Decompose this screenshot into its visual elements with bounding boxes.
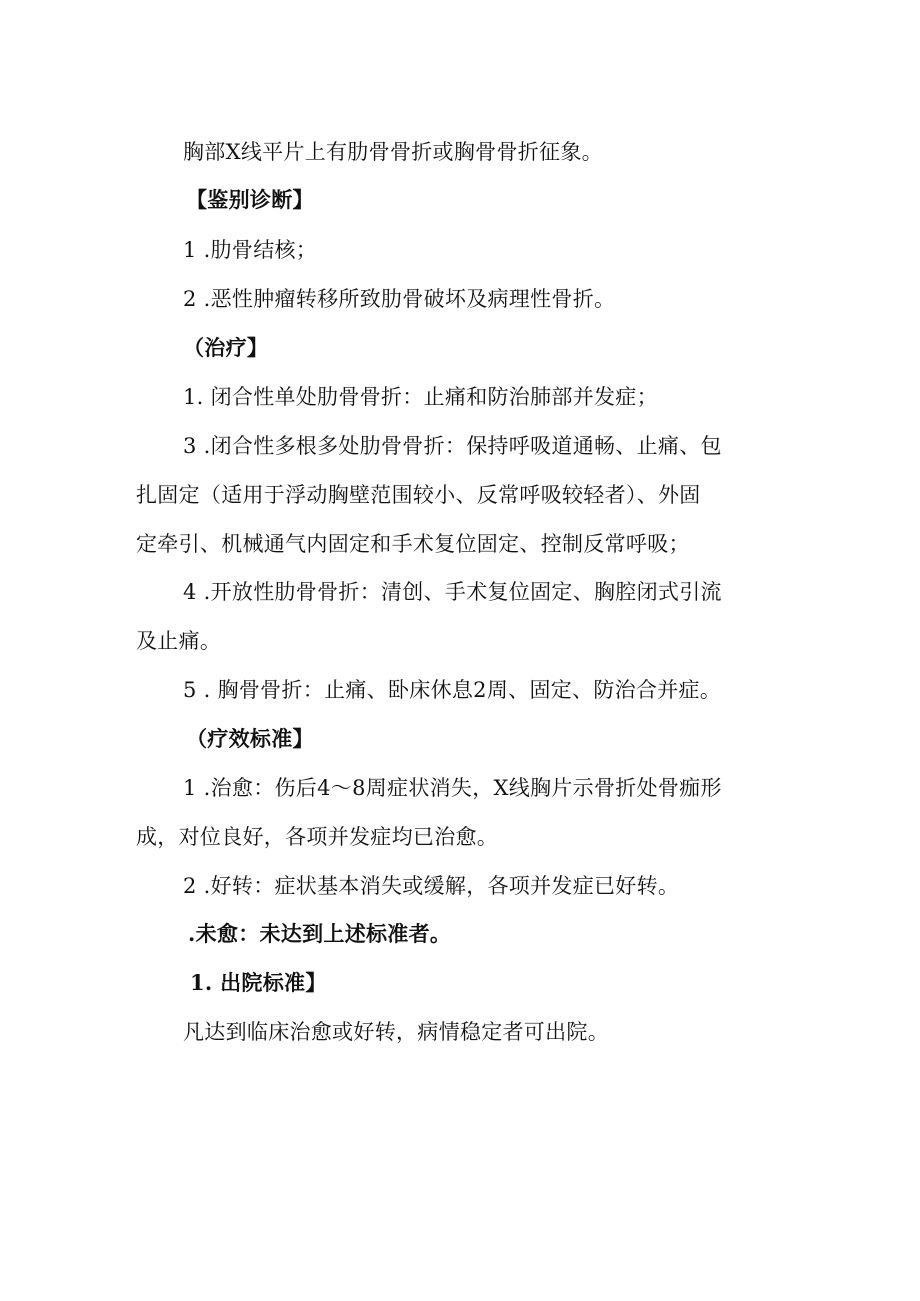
list-item-treatment-5: 5 . 胸骨骨折：止痛、卧床休息2周、固定、防治合并症。 <box>183 678 722 702</box>
list-item-efficacy-1-cont: 成，对位良好，各项并发症均已治愈。 <box>136 825 499 849</box>
heading-efficacy-criteria: （疗效标准】 <box>186 726 314 751</box>
list-item-treatment-3: 3 .闭合性多根多处肋骨骨折：保持呼吸道通畅、止痛、包 <box>183 434 722 458</box>
heading-discharge-criteria: 1. 出院标准】 <box>190 970 327 995</box>
list-item-efficacy-3: .未愈：未达到上述标准者。 <box>188 921 452 946</box>
heading-differential-diagnosis: 【鉴别诊断】 <box>186 187 314 212</box>
list-item-efficacy-2: 2 .好转：症状基本消失或缓解，各项并发症已好转。 <box>183 874 680 898</box>
heading-treatment: （治疗】 <box>183 335 269 360</box>
list-item-treatment-4: 4 .开放性肋骨骨折：清创、手术复位固定、胸腔闭式引流 <box>183 580 722 604</box>
list-item-treatment-3-cont-1: 扎固定（适用于浮动胸壁范围较小、反常呼吸较轻者）、外固 <box>136 483 701 507</box>
paragraph-imaging-findings: 胸部X线平片上有肋骨骨折或胸骨骨折征象。 <box>183 140 603 164</box>
paragraph-discharge: 凡达到临床治愈或好转，病情稳定者可出院。 <box>183 1020 609 1044</box>
list-item-differential-1: 1 .肋骨结核； <box>183 238 318 262</box>
list-item-differential-2: 2 .恶性肿瘤转移所致肋骨破坏及病理性骨折。 <box>183 287 616 311</box>
list-item-treatment-3-cont-2: 定牵引、机械通气内固定和手术复位固定、控制反常呼吸； <box>136 532 690 556</box>
list-item-treatment-1: 1. 闭合性单处肋骨骨折：止痛和防治肺部并发症； <box>183 385 658 409</box>
list-item-efficacy-1: 1 .治愈：伤后4～8周症状消失，X线胸片示骨折处骨痂形 <box>183 776 722 800</box>
list-item-treatment-4-cont: 及止痛。 <box>136 629 222 653</box>
